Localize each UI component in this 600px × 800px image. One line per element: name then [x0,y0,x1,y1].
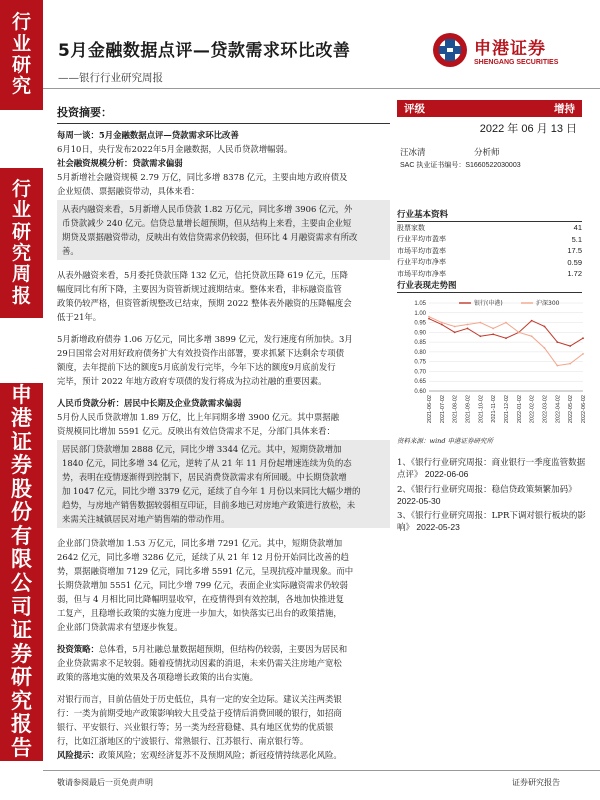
text-line: 善。 [62,246,79,256]
side-char: 股 [11,476,32,501]
x-tick-label: 2021-11-02 [491,395,498,423]
related-report-item[interactable] [397,484,587,509]
industry-data-table [397,222,582,280]
y-tick-label: 0.90 [414,330,426,337]
data-point [505,322,507,324]
data-point [492,333,494,335]
text-line: 企业部门贷款需求有望逐步恢复。 [57,622,183,632]
rating-value: 增持 [554,103,575,115]
data-point [582,353,584,355]
paragraph-4 [57,332,390,388]
text-line: 29日国常会对用好政府债务扩大有效投资作出部署，要求抓紧下达剩余专项债 [57,348,345,358]
data-point [544,347,546,349]
text-line: 行，比如江浙地区的宁波银行、常熟银行、江苏银行、南京银行等。 [57,736,309,746]
text-line: 资规模同比增加 5591 亿元。反映出有效信贷需求不足，分部门具体来看： [57,426,335,436]
x-tick-label: 2021-12-02 [504,395,510,424]
side-char: 证 [11,429,32,454]
related-report-date: 2022-05-30 [397,496,441,507]
logo-text-en: SHENGANG SECURITIES [474,59,559,66]
text-line: 居民部门贷款增加 2888 亿元，同比少增 3344 亿元。其中，短期贷款增加 [62,444,342,454]
x-tick-label: 2021-09-02 [465,395,472,424]
side-char: 业 [11,32,31,55]
intro-line: 6月10日，央行发布2022年5月金融数据，人民币贷款增幅弱。 [57,144,293,154]
data-point [492,328,494,330]
data-label: 市场平均市盈率 [397,246,446,255]
text-line: 行：一类为前期受地产政策影响较大且受益于疫情后消费回暖的银行，如招商 [57,708,342,718]
performance-chart [397,295,587,425]
y-tick-label: 0.70 [414,369,426,376]
related-report-title: 2、《银行行业研究周报：稳信贷政策频繁加码》 [397,484,577,495]
footer-divider [43,770,600,771]
data-point [518,331,520,333]
data-point [467,324,469,326]
side-char: 证 [11,618,32,643]
data-row [397,222,582,234]
side-char: 究 [11,75,31,98]
company-logo [432,30,592,70]
section-heading-rmb-loans: 人民币贷款分析：居民中长期及企业贷款需求偏弱 [57,398,242,408]
chart-source: 资料来源：wind 申港证券研究所 [397,437,494,445]
main-content [57,104,390,762]
data-label: 市场平均市净率 [397,269,446,278]
text-line: 5月新增社会融资规模 2.79 万亿，同比多增 8378 亿元，主要由地方政府债及 [57,172,348,182]
report-title: 5月金融数据点评—贷款需求环比改善 [58,41,351,61]
side-char: 券 [11,453,32,478]
text-line: 来需关注城镇居民对地产销售端的带动作用。 [62,514,230,524]
side-char: 限 [11,547,32,572]
header-divider [43,88,600,89]
logo-mark-icon [432,32,468,68]
side-char: 公 [11,571,32,595]
text-line: 工复产，且稳增长政策的实施力度进一步加大，如快落实已出台的政策措施， [57,608,342,618]
text-line: 投资策略：总体看，5月社融总量数据超预期，但结构仍较弱，主要因为居民和 [57,644,348,654]
text-line: 势，票据融资增加 7129 亿元，同比多增 5591 亿元，呈现抗疫冲量现象。而中 [57,566,354,576]
side-label-weekly-report [0,168,43,318]
side-char: 究 [11,688,32,713]
y-tick-label: 0.75 [414,359,426,366]
strategy-label: 投资策略： [57,644,99,654]
y-tick-label: 1.00 [414,310,426,317]
related-reports [397,458,587,537]
text-line: 对银行而言，目前估值处于历史低位，具有一定的安全边际。建议关注两类银 [57,694,342,704]
text-line: 完毕，预计 2022 年地方政府专项债的发行将成为拉动社融的重要因素。 [57,376,327,386]
data-point [479,322,481,324]
data-value: 5.1 [571,234,582,244]
side-char: 行 [11,11,31,34]
text-line: 企业短债、票据融资带动，具体来看： [57,186,200,196]
x-tick-label: 2022-01-02 [516,395,523,424]
y-tick-label: 0.60 [414,389,426,395]
data-point [441,322,443,324]
text-line: 企业部门贷款增加 1.53 万亿元，同比多增 7291 亿元。其中，短期贷款增加 [57,538,343,548]
report-date: 2022 年 06 月 13 日 [479,123,577,135]
data-value: 17.5 [567,246,582,256]
text-line: 低于21年。 [57,312,102,322]
side-char: 周 [11,263,31,286]
data-point [467,328,469,330]
related-report-date: 2022-05-23 [414,522,460,533]
rating-bar [397,100,582,117]
data-point [454,331,456,333]
text-line: 政策仍较严格，但资管新规整改已结束，预期 2022 整体表外融资的压降幅度会 [57,298,352,308]
legend-label: 银行(申港) [474,300,503,307]
paragraph-1 [57,170,390,198]
data-point [556,341,558,343]
data-point [428,316,430,318]
text-line: 1840 亿元，同比多增 34 亿元，逆转了从 21 年 11 月份起增速连续为负的态 [62,458,352,468]
side-char: 研 [11,220,31,243]
x-tick-label: 2021-06-02 [427,395,433,424]
data-row [397,245,582,257]
text-line: 幅度同比有所下降，主要因为资管新规过渡期结束。整体来看，非标融资监管 [57,284,342,294]
side-char: 司 [11,594,32,619]
side-char: 申 [11,382,32,407]
paragraph-9 [57,692,390,748]
text-line: 趋势，与房地产销售数据较弱相互印证，目前多地已对房地产政策进行放松，未 [62,500,356,510]
side-char: 业 [11,199,31,222]
related-report-date: 2022-06-06 [422,469,469,480]
analyst-role: 分析师 [474,148,500,158]
related-report-title: 1、《银行行业研究周报：商业银行一季度监管数据点评》 [397,458,586,481]
data-label: 股票家数 [397,223,425,232]
related-report-item[interactable] [397,458,587,482]
y-tick-label: 1.05 [414,301,426,307]
text-line: 5月新增政府债券 1.06 万亿元，同比多增 3899 亿元，发行速度有所加快。3月 [57,334,353,344]
side-label-company-report [0,383,43,761]
side-char: 研 [11,665,32,690]
side-char: 港 [11,406,32,431]
left-side-band [0,0,43,800]
text-line: 长期贷款增加 5551 亿元，同比少增 799 亿元，表面企业实际融资需求仍较弱 [57,580,348,590]
rating-label: 评级 [404,103,425,115]
related-report-item[interactable] [397,511,587,535]
data-point [582,337,584,339]
paragraph-8 [57,642,390,684]
text-line: 2642 亿元，同比多增 3286 亿元，延续了从 21 年 12 月份开始同比改善的趋 [57,552,349,562]
side-char: 行 [11,178,31,201]
data-row [397,257,582,269]
text-line: 期贷及票据融资带动，反映出有效信贷需求仍较弱，但环比 4 月融资需求有所改 [62,232,358,242]
text-line: 5月份人民币贷款增加 1.89 万亿，比上年同期多增 3900 亿元。其中票据融 [57,412,340,422]
x-tick-label: 2022-04-02 [555,395,562,424]
text-line: 从表外融资来看，5月委托贷款压降 132 亿元，信托贷款压降 619 亿元，压降 [57,270,348,280]
y-tick-label: 0.80 [414,349,426,356]
data-label: 行业平均市盈率 [397,235,446,244]
x-tick-label: 2022-03-02 [542,395,549,424]
x-tick-label: 2021-07-02 [439,395,446,424]
section-heading-social-financing: 社会融资规模分析：贷款需求偏弱 [57,158,183,168]
footer-report-type: 证券研究报告 [512,778,560,787]
data-point [454,326,456,328]
text-line: 弱，但与 4 月相比同比降幅明显收窄，在疫情得到有效控制，各地加快推进复 [57,594,345,604]
data-value: 0.59 [567,257,582,267]
side-char: 报 [11,284,31,307]
paragraph-5 [57,410,390,438]
text-line: 企业贷款需求不足较弱。随着疫情扰动因素的消退，未来仍需关注房地产宽松 [57,658,342,668]
paragraph-7 [57,536,390,634]
x-tick-label: 2021-08-02 [452,395,459,424]
text-line: 银行、平安银行、兴业银行等；另一类为经营稳健、具有地区优势的优质银 [57,722,334,732]
paragraph-2 [57,200,390,260]
data-point [428,318,430,320]
analyst-info [400,146,580,158]
y-tick-label: 0.65 [414,379,426,386]
side-char: 研 [11,54,31,76]
side-label-industry-research [0,0,43,110]
side-char: 券 [11,641,32,666]
y-tick-label: 0.95 [414,320,426,327]
legend-label: 沪深300 [536,300,560,307]
x-tick-label: 2022-02-02 [529,395,536,424]
report-subtitle: ——银行行业研究周报 [58,72,163,84]
data-point [556,365,558,367]
text-line: 势，表明在疫情逐渐得到控制下，居民消费贷款需求有所回暖。中长期贷款增 [62,472,347,482]
data-point [531,335,533,337]
paragraph-3 [57,268,390,324]
x-tick-label: 2021-10-02 [478,395,485,424]
performance-chart-title: 行业表现走势图 [397,279,582,293]
data-row [397,268,582,280]
data-point [569,363,571,365]
risk-warning: 风险提示：政策风险；宏观经济复苏不及预期风险；新冠疫情持续恶化风险。 [57,750,342,760]
x-tick-label: 2022-06-02 [581,395,587,424]
side-char: 有 [11,523,32,548]
summary-heading: 投资摘要： [57,106,112,119]
data-point [441,324,443,326]
logo-text-cn: 申港证券 [474,39,546,59]
side-char: 报 [11,712,32,737]
data-point [531,320,533,322]
weekly-topic: 每周一谈：5月金融数据点评—贷款需求环比改善 [57,130,239,140]
industry-data-title: 行业基本资料 [397,208,582,222]
side-char: 份 [11,500,32,525]
data-label: 行业平均市净率 [397,258,446,267]
side-char: 告 [11,735,32,760]
data-point [544,326,546,328]
analyst-name: 汪冰清 [400,148,426,158]
footer-disclaimer: 敬请参阅最后一页免责声明 [57,778,153,787]
data-row [397,234,582,246]
x-tick-label: 2022-05-02 [568,395,575,424]
side-char: 究 [11,242,31,264]
text-line: 加 1047 亿元，同比少增 3379 亿元，延续了自今年 1 月份以来同比大幅少增的 [62,486,361,496]
text-line: 币贷款减少 240 亿元。信贷总量增长超预期，但从结构上来看，主要由企业短 [62,218,352,228]
data-value: 1.72 [567,269,582,279]
risk-label: 风险提示： [57,750,99,760]
text-line: 额度，去年提前下达的额度5月底前发行完毕，今年下达的额度9月底前发行 [57,362,336,372]
text-line: 从表内融资来看，5月新增人民币贷款 1.82 万亿元，同比多增 3906 亿元，外 [62,204,353,214]
data-value: 41 [573,223,582,233]
series-line [429,317,583,366]
data-point [569,345,571,347]
text-line: 政策的落地实施的效果及各项稳增长政策的出台实施。 [57,672,258,682]
data-point [505,337,507,339]
y-tick-label: 0.85 [414,340,426,347]
related-report-title: 3、《银行行业研究周报：LPR下调对银行板块的影响》 [397,510,586,534]
paragraph-6 [57,440,390,528]
data-point [479,335,481,337]
analyst-sac-number: SAC 执业证书编号：S1660522030003 [400,162,521,169]
